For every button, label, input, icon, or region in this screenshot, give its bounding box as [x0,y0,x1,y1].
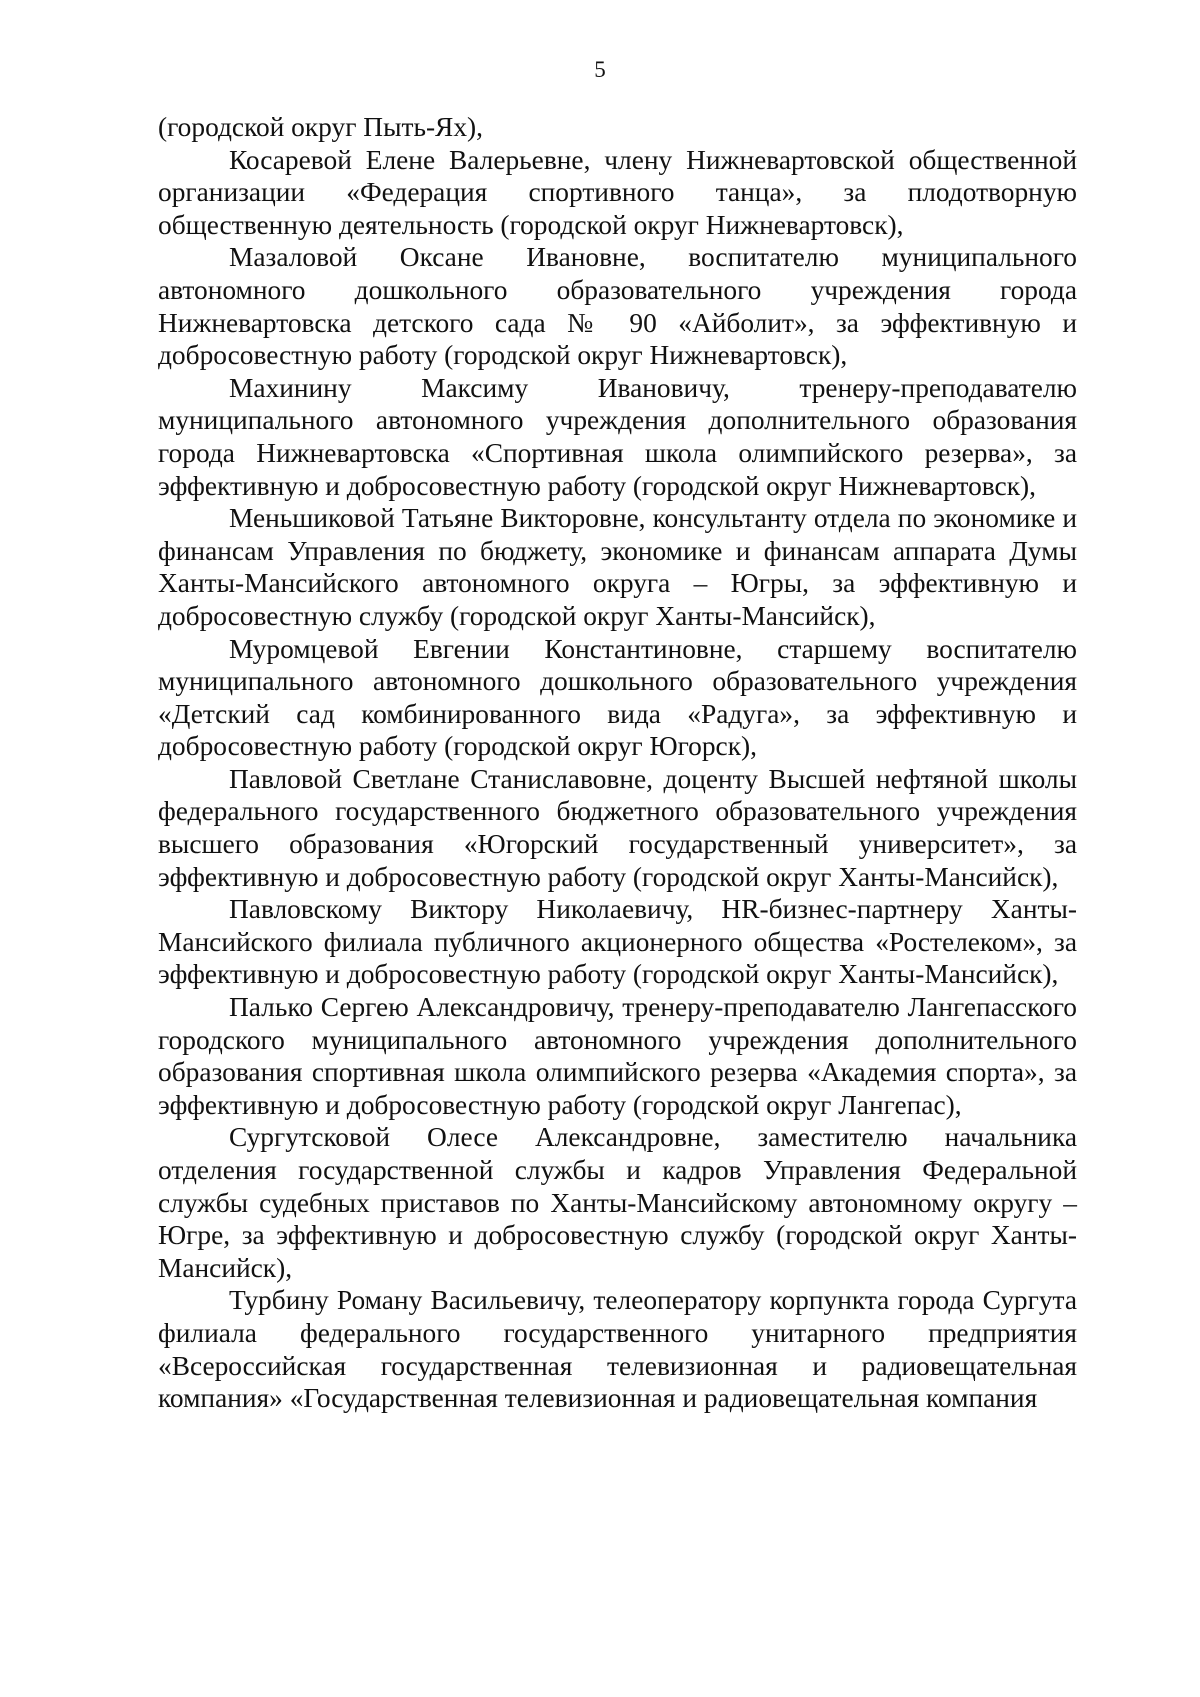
paragraph-palko: Палько Сергею Александровичу, тренеру-преподавателю Лангепасского городского муниципального автономного учреждения дополнительного образования спортивная школа олимпийского резерва «Академия спорта», за эффективную и добросовестную работу (городской округ Лангепас), [158,992,1077,1120]
document-body [158,111,1077,1415]
paragraph-surgutskova: Сургутсковой Олесе Александровне, заместителю начальника отделения государственной службы и кадров Управления Федеральной службы судебных приставов по Ханты-Мансийскому автономному округу – Югре, за эффективную и добросовестную службу (городской округ Ханты-Мансийск), [158,1122,1077,1283]
paragraph-muromtseva: Муромцевой Евгении Константиновне, старшему воспитателю муниципального автономного дошкольного образовательного учреждения «Детский сад комбинированного вида «Радуга», за эффективную и добросовестную работу (городской округ Югорск), [158,633,1077,762]
paragraph-kosareva: Косаревой Елене Валерьевне, члену Нижневартовской общественной организации «Федерация спортивного танца», за плодотворную общественную деятельность (городской округ Нижневартовск), [158,144,1077,240]
paragraph-pavlova: Павловой Светлане Станиславовне, доценту Высшей нефтяной школы федерального государственного бюджетного образовательного учреждения высшего образования «Югорский государственный университет», за эффективную и добросовестную работу (городской округ Ханты-Мансийск), [158,763,1077,892]
page-number: 5 [594,57,606,82]
paragraph-turbin: Турбину Роману Васильевичу, телеоператору корпункта города Сургута филиала федерального государственного унитарного предприятия «Всероссийская государственная телевизионная и радиовещательная компания» «Государственная телевизионная и радиовещательная компания [158,1285,1077,1414]
paragraph-mazalova: Мазаловой Оксане Ивановне, воспитателю муниципального автономного дошкольного образовательного учреждения города Нижневартовска детского сада № 90 «Айболит», за эффективную и добросовестную работу (городской округ Нижневартовск), [158,242,1077,371]
paragraph-makhinin: Махинину Максиму Ивановичу, тренеру-преподавателю муниципального автономного учреждения дополнительного образования города Нижневартовска «Спортивная школа олимпийского резерва», за эффективную и добросовестную работу (городской округ Нижневартовск), [158,372,1077,501]
paragraph-menshikova: Меньшиковой Татьяне Викторовне, консультанту отдела по экономике и финансам Управления по бюджету, экономике и финансам аппарата Думы Ханты-Мансийского автономного округа – Югры, за эффективную и добросовестную службу (городской округ Ханты-Мансийск), [158,503,1077,631]
paragraph-continuation: (городской округ Пыть-Ях), [158,112,483,142]
paragraph-pavlovsky: Павловскому Виктору Николаевичу, HR-бизнес-партнеру Ханты-Мансийского филиала публичного акционерного общества «Ростелеком», за эффективную и добросовестную работу (городской округ Ханты-Мансийск), [158,894,1077,990]
